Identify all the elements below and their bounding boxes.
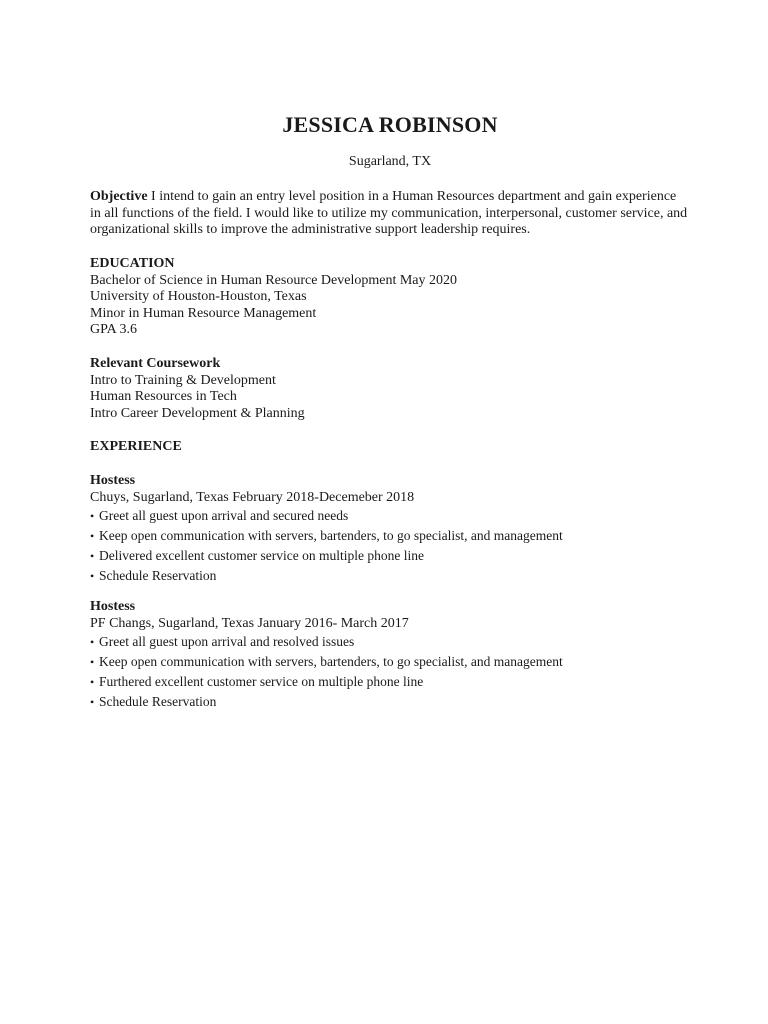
bullet-text: Furthered excellent customer service on multiple phone line	[99, 674, 424, 689]
candidate-name: JESSICA ROBINSON	[282, 112, 498, 137]
bullet-dot-icon: •	[90, 635, 95, 649]
job-entry	[90, 599, 690, 712]
coursework-heading: Relevant Coursework	[90, 356, 221, 371]
text-line: Intro to Training & Development	[90, 372, 276, 388]
bullet-text: Schedule Reservation	[99, 694, 217, 709]
job-employer: PF Changs, Sugarland, Texas January 2016- March 2017	[90, 615, 409, 631]
bullet-item	[90, 652, 690, 672]
education-section	[90, 256, 690, 339]
bullet-item	[90, 566, 690, 586]
bullet-dot-icon: •	[90, 549, 95, 563]
objective-text: I intend to gain an entry level position in a Human Resources department and gain experience in all functions of the field. I would like to utilize my communication, interpersonal, customer service, and organizational skills to improve the administrative support leadership requires.	[90, 189, 688, 237]
text-line: Bachelor of Science in Human Resource Development May 2020	[90, 272, 458, 288]
bullet-text: Keep open communication with servers, bartenders, to go specialist, and management	[99, 654, 563, 669]
bullet-dot-icon: •	[90, 675, 95, 689]
text-line: GPA 3.6	[90, 322, 137, 337]
bullet-dot-icon: •	[90, 509, 95, 523]
candidate-location: Sugarland, TX	[348, 154, 432, 169]
objective-section	[90, 189, 690, 239]
education-lines	[90, 273, 690, 339]
job-bullets	[90, 506, 690, 586]
job-title: Hostess	[90, 473, 136, 488]
text-line: Human Resources in Tech	[90, 389, 237, 404]
education-heading: EDUCATION	[90, 256, 175, 271]
bullet-text: Keep open communication with servers, bartenders, to go specialist, and management	[99, 528, 563, 543]
objective-label: Objective	[90, 189, 148, 204]
job-entry	[90, 473, 690, 586]
bullet-dot-icon: •	[90, 529, 95, 543]
bullet-text: Greet all guest upon arrival and resolved issues	[99, 634, 355, 649]
bullet-dot-icon: •	[90, 695, 95, 709]
coursework-lines	[90, 373, 690, 423]
job-bullets	[90, 632, 690, 712]
bullet-text: Greet all guest upon arrival and secured needs	[99, 508, 349, 523]
coursework-section	[90, 356, 690, 422]
job-employer: Chuys, Sugarland, Texas February 2018-Decemeber 2018	[90, 489, 415, 505]
bullet-item	[90, 632, 690, 652]
text-line: Intro Career Development & Planning	[90, 405, 305, 421]
experience-heading: EXPERIENCE	[90, 439, 182, 454]
experience-heading-block	[90, 439, 690, 456]
bullet-item	[90, 526, 690, 546]
bullet-text: Delivered excellent customer service on multiple phone line	[99, 548, 425, 563]
text-line: Minor in Human Resource Management	[90, 305, 317, 321]
bullet-item	[90, 692, 690, 712]
job-title: Hostess	[90, 599, 136, 614]
bullet-text: Schedule Reservation	[99, 568, 217, 583]
bullet-item	[90, 672, 690, 692]
bullet-dot-icon: •	[90, 655, 95, 669]
bullet-item	[90, 506, 690, 526]
bullet-dot-icon: •	[90, 569, 95, 583]
resume-page	[90, 0, 690, 1024]
text-line: University of Houston-Houston, Texas	[90, 289, 307, 304]
bullet-item	[90, 546, 690, 566]
